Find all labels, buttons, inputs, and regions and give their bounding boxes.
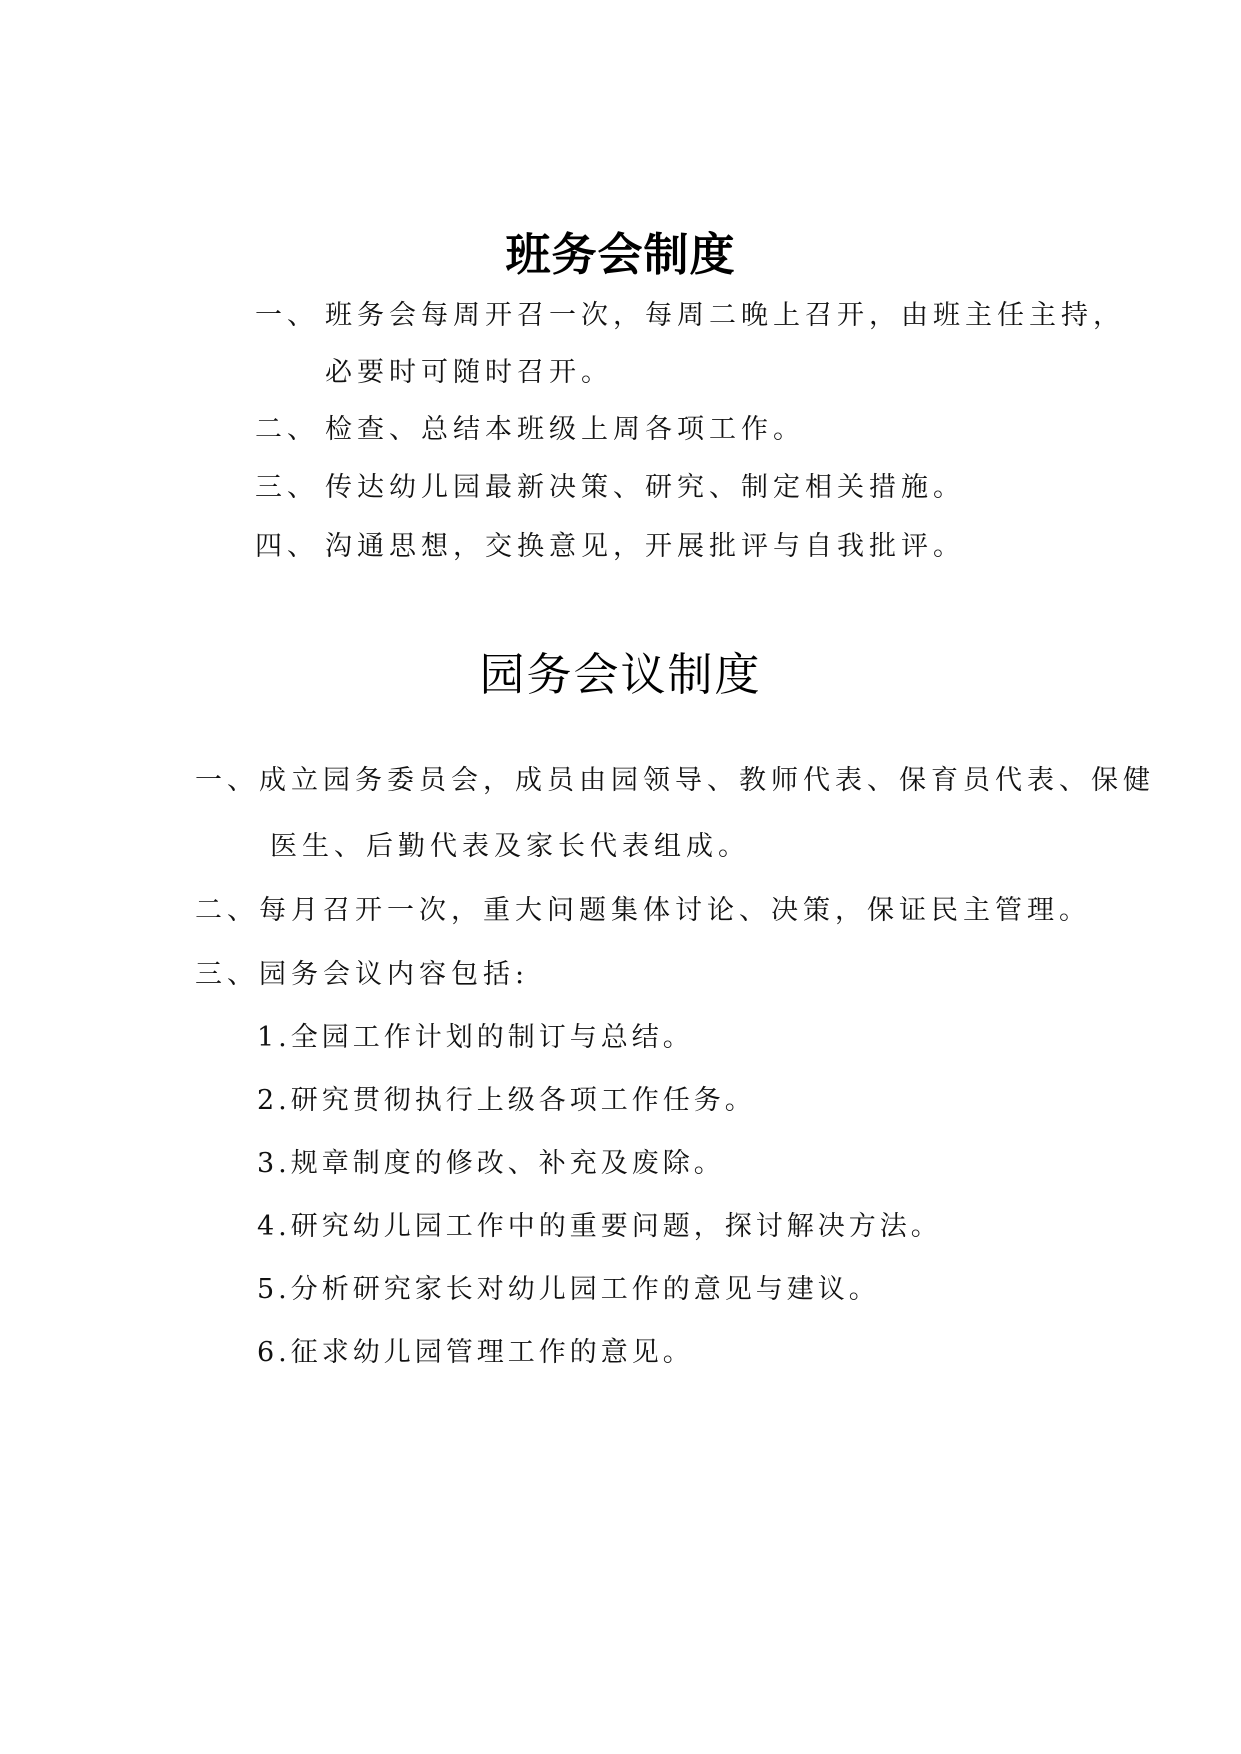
section2-subitem-3: 3.规章制度的修改、补充及废除。 — [257, 1148, 725, 1179]
section1-item-3-number: 三、 — [255, 472, 319, 503]
section1-item-2-text: 检查、总结本班级上周各项工作。 — [325, 414, 805, 445]
section1-item-3-text: 传达幼儿园最新决策、研究、制定相关措施。 — [325, 472, 965, 503]
section1-item-4-number: 四、 — [255, 531, 319, 562]
section1-item-4-text: 沟通思想，交换意见，开展批评与自我批评。 — [325, 531, 965, 562]
section1-item-1-continuation: 必要时可随时召开。 — [325, 357, 613, 388]
section2-item-1-continuation: 医生、后勤代表及家长代表组成。 — [270, 831, 750, 862]
section2-subitem-2: 2.研究贯彻执行上级各项工作任务。 — [257, 1085, 756, 1116]
section2-subitem-1: 1.全园工作计划的制订与总结。 — [257, 1022, 694, 1053]
section1-item-2-number: 二、 — [255, 414, 319, 445]
section2-item-1-text: 一、成立园务委员会，成员由园领导、教师代表、保育员代表、保健 — [195, 765, 1155, 796]
section2-subitem-4: 4.研究幼儿园工作中的重要问题，探讨解决方法。 — [257, 1211, 942, 1242]
section2-item-2-text: 二、每月召开一次，重大问题集体讨论、决策，保证民主管理。 — [195, 895, 1091, 926]
section2-subitem-5: 5.分析研究家长对幼儿园工作的意见与建议。 — [257, 1274, 880, 1305]
section2-title: 园务会议制度 — [479, 648, 762, 701]
section2-subitem-6: 6.征求幼儿园管理工作的意见。 — [257, 1337, 694, 1368]
section1-item-1-number: 一、 — [255, 300, 319, 331]
section2-item-3-text: 三、园务会议内容包括: — [195, 959, 530, 990]
section1-title: 班务会制度 — [505, 228, 736, 281]
section1-item-1-text: 班务会每周开召一次，每周二晚上召开，由班主任主持， — [325, 300, 1125, 331]
